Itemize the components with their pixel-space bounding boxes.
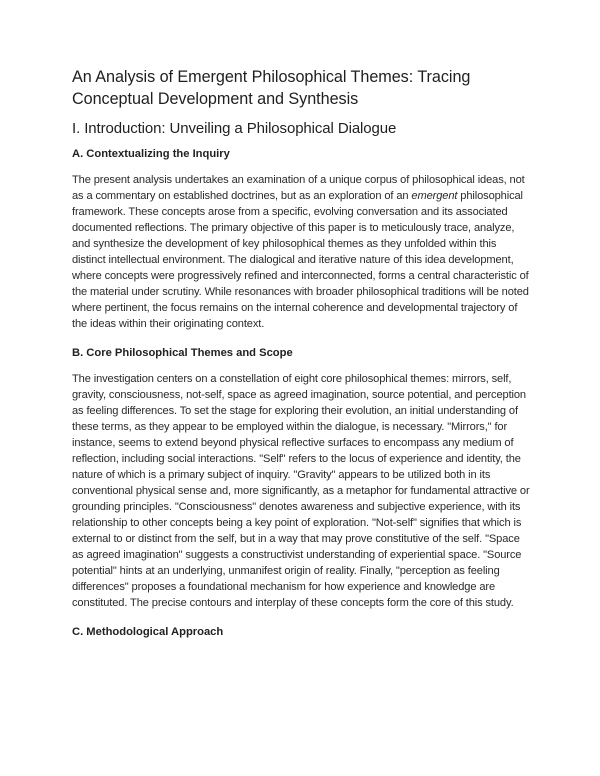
subsection-b-paragraph: The investigation centers on a constellation of eight core philosophical themes: mirrors, self, gravity, consciousness, not-self, space as agreed imagination, source potential, and perception as feeling differences. To set the stage for exploring their evolution, an initial understanding of these terms, as they appear to be employed within the dialogue, is necessary. "Mirrors," for instance, seems to extend beyond physical reflective surfaces to encompass any medium of reflection, including social interactions. "Self" refers to the locus of experience and identity, the nature of which is a primary subject of inquiry. "Gravity" appears to be utilized both in its conventional physical sense and, more significantly, as a metaphor for fundamental attractive or grounding principles. "Consciousness" denotes awareness and subjective experience, with its relationship to other concepts being a key point of exploration. "Not-self" signifies that which is external to or distinct from the self, but in a way that may prove constitutive of the self. "Space as agreed imagination" suggests a constructivist understanding of experiential space. "Source potential" hints at an underlying, unmanifest origin of reality. Finally, "perception as feeling differences" proposes a foundational mechanism for how experience and knowledge are constituted. The precise contours and interplay of these concepts form the core of this study. [72, 373, 530, 609]
subsection-a-paragraph [72, 172, 530, 332]
subsection-b-heading: B. Core Philosophical Themes and Scope [72, 347, 293, 359]
para-a-emphasis: emergent [411, 190, 458, 202]
subsection-a-heading: A. Contextualizing the Inquiry [72, 148, 230, 160]
para-a-part-2: philosophical framework. These concepts arose from a specific, evolving conversation and its associated documented reflections. The primary objective of this paper is to meticulously trace, analyze, and synthesize the development of key philosophical themes as they unfolded within this distinct intellectual environment. The dialogical and iterative nature of this idea development, where concepts were progressively refined and interconnected, forms a central characteristic of the material under scrutiny. While resonances with broader philosophical traditions will be noted where pertinent, the focus remains on the internal coherence and developmental trajectory of the ideas within their originating context. [72, 190, 529, 330]
document-page [72, 66, 530, 640]
para-a-part-1: The present analysis undertakes an examination of a unique corpus of philosophical ideas, not as a commentary on established doctrines, but as an exploration of an [72, 174, 525, 202]
document-title: An Analysis of Emergent Philosophical Themes: Tracing Conceptual Development and Synthesis [72, 68, 471, 108]
section-1-heading: I. Introduction: Unveiling a Philosophical Dialogue [72, 120, 397, 137]
subsection-c-heading: C. Methodological Approach [72, 626, 224, 638]
